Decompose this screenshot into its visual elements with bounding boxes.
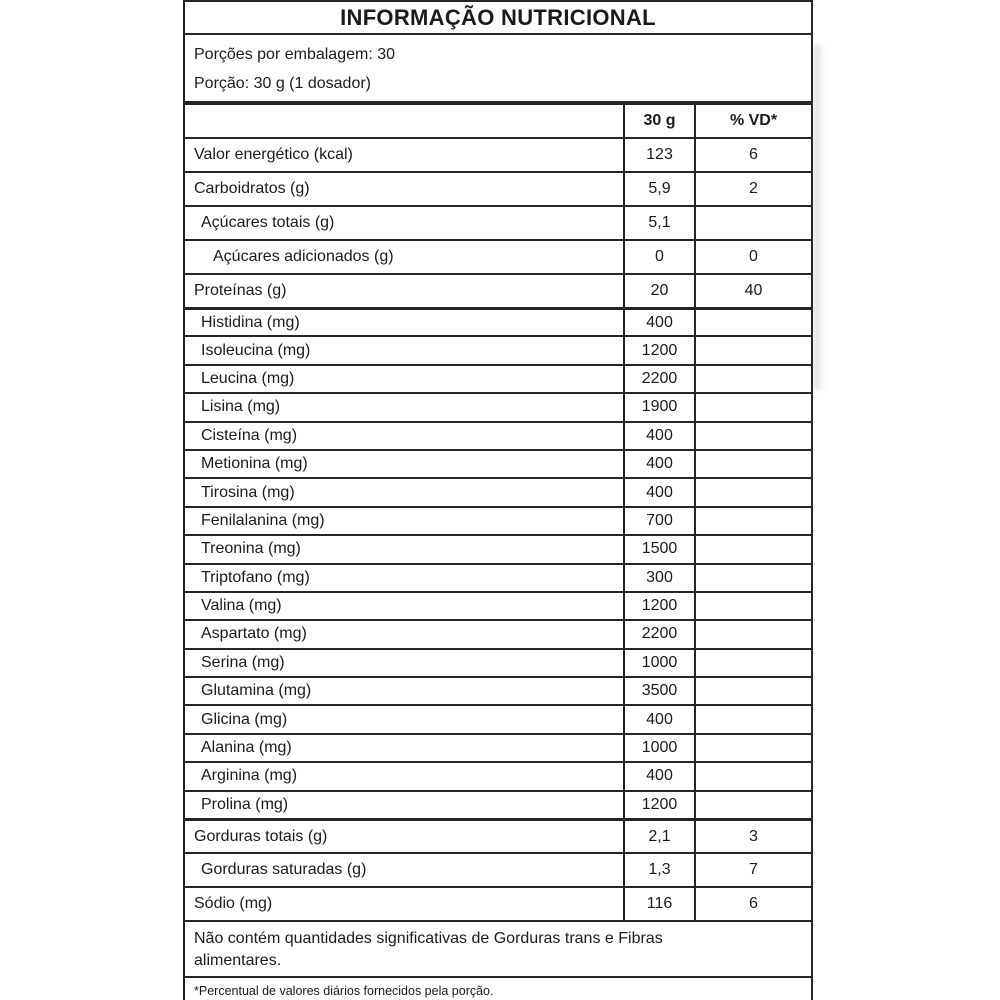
table-row-tryptophan bbox=[185, 563, 811, 591]
no-significant-amounts-note bbox=[185, 920, 811, 976]
nutrient-label: Gorduras saturadas (g) bbox=[201, 861, 367, 879]
nutrient-label: Arginina (mg) bbox=[201, 767, 298, 785]
vd-value: 2 bbox=[694, 173, 811, 205]
amount-value: 116 bbox=[623, 888, 694, 920]
vd-value: 6 bbox=[694, 888, 811, 920]
vd-value bbox=[694, 792, 811, 818]
servings-per-package: Porções por embalagem: 30 bbox=[194, 45, 395, 63]
vd-value: 0 bbox=[694, 241, 811, 273]
table-row-leucine bbox=[185, 364, 811, 392]
amount-value: 300 bbox=[623, 565, 694, 591]
table-title-row bbox=[185, 2, 811, 33]
nutrient-label: Treonina (mg) bbox=[201, 540, 301, 558]
amount-value: 1200 bbox=[623, 337, 694, 363]
nutrient-label: Serina (mg) bbox=[201, 653, 285, 671]
table-row-protein bbox=[185, 273, 811, 307]
header-empty-cell bbox=[185, 105, 623, 137]
amount-value: 2200 bbox=[623, 621, 694, 647]
nutrient-label: Gorduras totais (g) bbox=[194, 827, 328, 845]
amount-value: 400 bbox=[623, 423, 694, 449]
nutrient-label: Açúcares totais (g) bbox=[201, 214, 335, 231]
vd-value bbox=[694, 763, 811, 789]
header-amount-column: 30 g bbox=[623, 105, 694, 137]
daily-value-footnote: *Percentual de valores diários fornecidos pela porção. bbox=[185, 976, 811, 1000]
vd-value bbox=[694, 621, 811, 647]
vd-value: 40 bbox=[694, 275, 811, 307]
scan-shadow-artifact bbox=[814, 45, 825, 390]
amount-value: 1200 bbox=[623, 792, 694, 818]
table-row-serine bbox=[185, 648, 811, 676]
table-row-added-sugars bbox=[185, 239, 811, 273]
amount-value: 1200 bbox=[623, 593, 694, 619]
table-row-total-fat bbox=[185, 818, 811, 852]
amount-value: 123 bbox=[623, 139, 694, 171]
vd-value bbox=[694, 207, 811, 239]
table-row-arginine bbox=[185, 761, 811, 789]
vd-value: 6 bbox=[694, 139, 811, 171]
amount-value: 5,9 bbox=[623, 173, 694, 205]
column-header-row bbox=[185, 101, 811, 137]
vd-value bbox=[694, 593, 811, 619]
vd-value bbox=[694, 310, 811, 335]
nutrient-label: Fenilalanina (mg) bbox=[201, 511, 325, 529]
amount-value: 5,1 bbox=[623, 207, 694, 239]
vd-value bbox=[694, 337, 811, 363]
amount-value: 700 bbox=[623, 508, 694, 534]
nutrient-label: Proteínas (g) bbox=[194, 282, 287, 299]
table-row-aspartate bbox=[185, 619, 811, 647]
header-daily-value-column: % VD* bbox=[694, 105, 811, 137]
table-title: INFORMAÇÃO NUTRICIONAL bbox=[340, 4, 656, 30]
nutrient-label: Lisina (mg) bbox=[201, 398, 281, 416]
amount-value: 400 bbox=[623, 763, 694, 789]
nutrient-label: Metionina (mg) bbox=[201, 455, 308, 473]
table-row-cysteine bbox=[185, 421, 811, 449]
amount-value: 400 bbox=[623, 451, 694, 477]
nutrient-label: Valina (mg) bbox=[201, 597, 282, 615]
table-row-histidine bbox=[185, 307, 811, 335]
amount-value: 1900 bbox=[623, 394, 694, 420]
amount-value: 400 bbox=[623, 706, 694, 732]
vd-value: 3 bbox=[694, 821, 811, 852]
vd-value bbox=[694, 366, 811, 392]
table-row-threonine bbox=[185, 534, 811, 562]
vd-value bbox=[694, 451, 811, 477]
serving-info-section bbox=[185, 33, 811, 101]
table-row-valine bbox=[185, 591, 811, 619]
amount-value: 2200 bbox=[623, 366, 694, 392]
nutrient-label: Triptofano (mg) bbox=[201, 568, 310, 586]
vd-value bbox=[694, 735, 811, 761]
vd-value bbox=[694, 565, 811, 591]
amount-value: 3500 bbox=[623, 678, 694, 704]
nutrient-label: Isoleucina (mg) bbox=[201, 341, 311, 359]
note-text: Não contém quantidades significativas de Gorduras trans e Fibras alimentares. bbox=[194, 930, 663, 970]
nutrient-label: Histidina (mg) bbox=[201, 313, 300, 331]
nutrient-label: Carboidratos (g) bbox=[194, 180, 310, 197]
table-row-energy bbox=[185, 137, 811, 171]
nutrient-label: Alanina (mg) bbox=[201, 739, 292, 757]
amount-value: 1000 bbox=[623, 650, 694, 676]
amount-value: 1000 bbox=[623, 735, 694, 761]
vd-value bbox=[694, 508, 811, 534]
table-row-alanine bbox=[185, 733, 811, 761]
table-row-proline bbox=[185, 790, 811, 818]
table-row-methionine bbox=[185, 449, 811, 477]
nutrient-label: Leucina (mg) bbox=[201, 369, 295, 387]
amount-value: 2,1 bbox=[623, 821, 694, 852]
nutrient-label: Cisteína (mg) bbox=[201, 426, 298, 444]
serving-size: Porção: 30 g (1 dosador) bbox=[194, 74, 371, 92]
vd-value bbox=[694, 650, 811, 676]
nutrient-label: Sódio (mg) bbox=[194, 895, 273, 913]
nutrient-label: Glicina (mg) bbox=[201, 710, 288, 728]
table-row-glycine bbox=[185, 704, 811, 732]
nutrition-facts-table bbox=[183, 0, 813, 1000]
table-row-isoleucine bbox=[185, 335, 811, 363]
amount-value: 0 bbox=[623, 241, 694, 273]
table-row-sodium bbox=[185, 886, 811, 920]
vd-value bbox=[694, 678, 811, 704]
table-row-phenylalanine bbox=[185, 506, 811, 534]
vd-value bbox=[694, 706, 811, 732]
nutrient-label: Valor energético (kcal) bbox=[194, 146, 353, 163]
table-row-total-sugars bbox=[185, 205, 811, 239]
nutrient-label: Prolina (mg) bbox=[201, 795, 289, 813]
amount-value: 400 bbox=[623, 310, 694, 335]
vd-value bbox=[694, 394, 811, 420]
table-row-saturated-fat bbox=[185, 852, 811, 886]
amount-value: 400 bbox=[623, 479, 694, 505]
table-row-tyrosine bbox=[185, 477, 811, 505]
nutrient-label: Tirosina (mg) bbox=[201, 483, 295, 501]
amount-value: 1500 bbox=[623, 536, 694, 562]
vd-value bbox=[694, 479, 811, 505]
amount-value: 20 bbox=[623, 275, 694, 307]
amount-value: 1,3 bbox=[623, 854, 694, 886]
table-row-carbs bbox=[185, 171, 811, 205]
table-row-glutamine bbox=[185, 676, 811, 704]
vd-value bbox=[694, 423, 811, 449]
vd-value bbox=[694, 536, 811, 562]
table-row-lysine bbox=[185, 392, 811, 420]
nutrient-label: Aspartato (mg) bbox=[201, 625, 307, 643]
nutrient-label: Açúcares adicionados (g) bbox=[213, 248, 394, 265]
vd-value: 7 bbox=[694, 854, 811, 886]
nutrient-label: Glutamina (mg) bbox=[201, 682, 312, 700]
